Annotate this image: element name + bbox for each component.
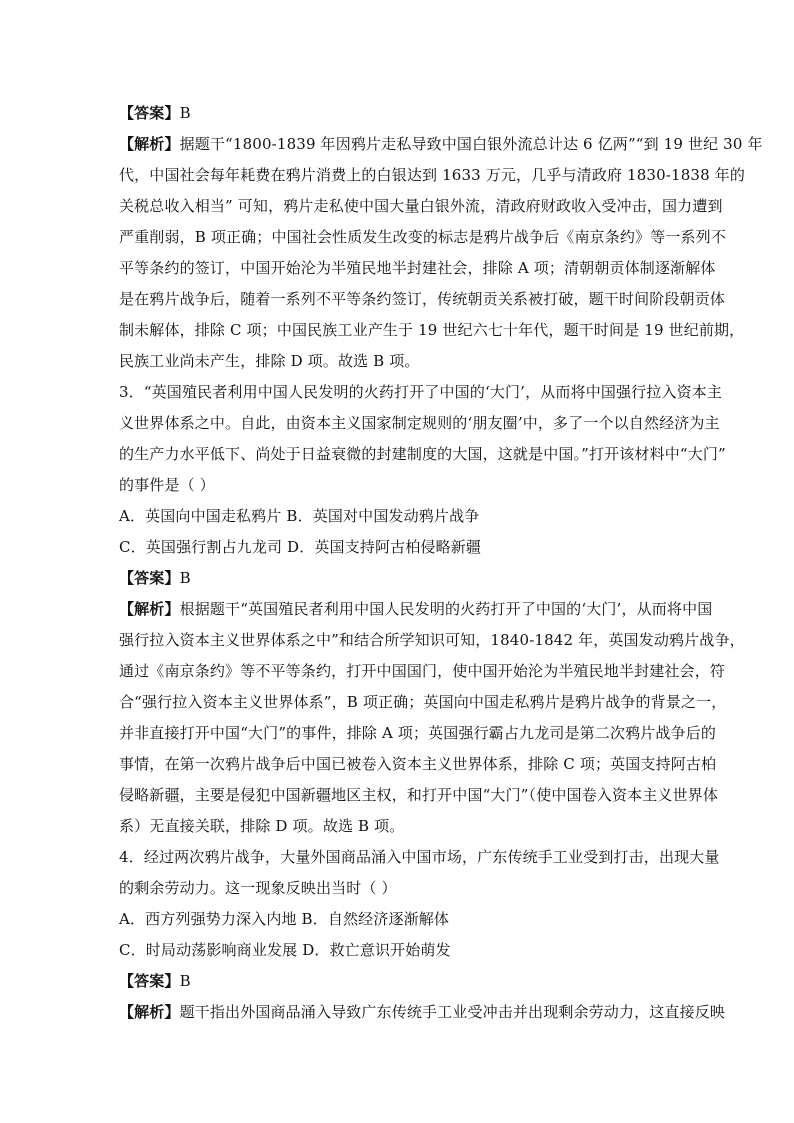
analysis-line bbox=[119, 594, 713, 625]
question-stem: 的剩余劳动力。这一现象反映出当时（ ） bbox=[119, 879, 397, 897]
question-stem: 3．“英国殖民者利用中国人民发明的火药打开了中国的‘大门’，从而将中国强行拉入资本主 bbox=[119, 383, 723, 401]
analysis-label: 【解析】 bbox=[119, 1003, 180, 1021]
analysis-text: 根据题干“英国殖民者利用中国人民发明的火药打开了中国的‘大门’，从而将中国 bbox=[179, 600, 713, 618]
option-row: A．英国向中国走私鸦片 B．英国对中国发动鸦片战争 bbox=[119, 507, 480, 525]
text-line: 事情，在第一次鸦片战争后中国已被卷入资本主义世界体系，排除 C 项；英国支持阿古柏 bbox=[119, 755, 717, 773]
text-line: 系）无直接关联，排除 D 项。故选 B 项。 bbox=[119, 817, 405, 835]
text-line: 制未解体，排除 C 项；中国民族工业产生于 19 世纪六七十年代，题干时间是 19 世纪前期， bbox=[119, 321, 745, 339]
text-line: 并非直接打开中国“大门”的事件，排除 A 项；英国强行霸占九龙司是第二次鸦片战争后的 bbox=[119, 724, 717, 742]
question-stem: 4．经过两次鸦片战争，大量外国商品涌入中国市场，广东传统手工业受到打击，出现大量 bbox=[119, 848, 720, 866]
text-line: 民族工业尚未产生，排除 D 项。故选 B 项。 bbox=[119, 352, 420, 370]
analysis-label: 【解析】 bbox=[119, 135, 180, 153]
question-stem: 义世界体系之中。自此，由资本主义国家制定规则的‘朋友圈’中，多了一个以自然经济为主 bbox=[119, 414, 720, 432]
option-row: C．时局动荡影响商业发展 D．救亡意识开始萌发 bbox=[119, 941, 451, 959]
answer-label: 【答案】 bbox=[119, 569, 180, 587]
option-row: A．西方列强势力深入内地 B．自然经济逐渐解体 bbox=[119, 910, 450, 928]
analysis-line bbox=[119, 997, 726, 1028]
text-line: 通过《南京条约》等不平等条约，打开中国国门，使中国开始沦为半殖民地半封建社会，符 bbox=[119, 662, 726, 680]
answer-line bbox=[119, 98, 679, 129]
analysis-text: 据题干“1800-1839 年因鸦片走私导致中国白银外流总计达 6 亿两”“到 19 世纪 30 年 bbox=[179, 135, 763, 153]
answer-label: 【答案】 bbox=[119, 104, 180, 122]
answer-line bbox=[119, 563, 679, 594]
text-line: 代，中国社会每年耗费在鸦片消费上的白银达到 1633 万元，几乎与清政府 1830-1838 年的 bbox=[119, 166, 746, 184]
document-page bbox=[119, 98, 763, 1028]
text-line: 合“强行拉入资本主义世界体系”，B 项正确；英国向中国走私鸦片是鸦片战争的背景之一， bbox=[119, 693, 727, 711]
answer-value: B bbox=[179, 972, 191, 990]
text-line: 严重削弱，B 项正确；中国社会性质发生改变的标志是鸦片战争后《南京条约》等一系列不 bbox=[119, 228, 726, 246]
text-line: 是在鸦片战争后，随着一系列不平等条约签订，传统朝贡关系被打破，题干时间阶段朝贡体 bbox=[119, 290, 726, 308]
answer-value: B bbox=[179, 569, 191, 587]
text-line: 强行拉入资本主义世界体系之中”和结合所学知识可知，1840-1842 年，英国发动鸦片战争， bbox=[119, 631, 745, 649]
analysis-label: 【解析】 bbox=[119, 600, 180, 618]
text-line: 平等条约的签订，中国开始沦为半殖民地半封建社会，排除 A 项；清朝朝贡体制逐渐解体 bbox=[119, 259, 716, 277]
text-line: 侵略新疆，主要是侵犯中国新疆地区主权，和打开中国“大门”（使中国卷入资本主义世界体 bbox=[119, 786, 718, 804]
option-row: C．英国强行割占九龙司 D．英国支持阿古柏侵略新疆 bbox=[119, 538, 482, 556]
question-stem: 的生产力水平低下、尚处于日益衰微的封建制度的大国，这就是中国。”打开该材料中“大门” bbox=[119, 445, 726, 463]
question-stem: 的事件是（ ） bbox=[119, 476, 215, 494]
analysis-line bbox=[119, 129, 763, 160]
answer-line bbox=[119, 966, 679, 997]
answer-label: 【答案】 bbox=[119, 972, 180, 990]
answer-value: B bbox=[179, 104, 191, 122]
text-line: 关税总收入相当” 可知，鸦片走私使中国大量白银外流，清政府财政收入受冲击，国力遭到 bbox=[119, 197, 723, 215]
analysis-text: 题干指出外国商品涌入导致广东传统手工业受冲击并出现剩余劳动力，这直接反映 bbox=[179, 1003, 726, 1021]
